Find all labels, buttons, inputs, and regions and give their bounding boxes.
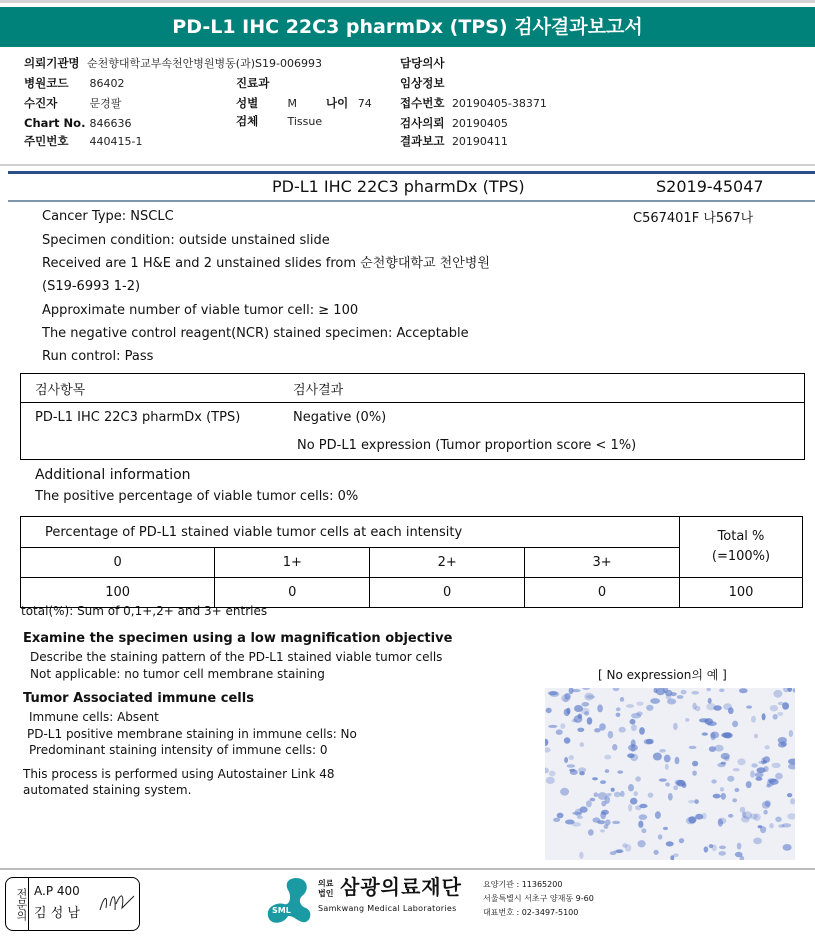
nucleus-mark [561, 694, 570, 702]
total-footnote: total(%): Sum of 0,1+,2+ and 3+ entries [21, 604, 268, 618]
col-3plus: 3+ [525, 548, 680, 578]
nucleus-mark [775, 773, 783, 780]
nucleus-mark [590, 798, 596, 802]
nucleus-mark [762, 713, 766, 720]
nucleus-mark [636, 702, 643, 706]
nucleus-mark [689, 746, 697, 749]
total-header-line2: (=100%) [711, 549, 771, 564]
corp-type-line1: 의료 [318, 879, 334, 888]
col-0: 0 [21, 548, 215, 578]
footer-divider [0, 868, 815, 870]
nucleus-mark [732, 721, 738, 728]
table-header-row [21, 517, 803, 548]
nucleus-mark [553, 818, 560, 822]
label: 결과보고 [400, 134, 445, 148]
value: 440415-1 [89, 135, 143, 148]
nucleus-mark [592, 817, 600, 822]
immune-line3: Predominant staining intensity of immune cells: 0 [29, 743, 328, 757]
sample-id: S2019-45047 [656, 177, 764, 196]
value: Tissue [287, 115, 323, 128]
nucleus-mark [638, 821, 644, 829]
header-result: 검사결과 [293, 382, 344, 398]
nucleus-mark [633, 791, 638, 796]
nucleus-mark [788, 759, 795, 765]
nucleus-mark [635, 805, 642, 810]
specialist-label: 전문의 [6, 878, 29, 930]
nucleus-mark [545, 768, 549, 774]
nucleus-mark [628, 744, 638, 751]
nucleus-mark [758, 825, 763, 828]
corp-type [318, 879, 333, 899]
ncr-status: The negative control reagent(NCR) stained specimen: Acceptable [42, 326, 469, 341]
intensity-table [20, 516, 803, 608]
nucleus-mark [607, 793, 612, 796]
nucleus-mark [723, 703, 732, 710]
value: M [287, 97, 297, 110]
nucleus-mark [758, 761, 764, 764]
nucleus-mark [692, 761, 698, 767]
nucleus-mark [630, 719, 636, 725]
specimen-code: C567401F 나567나 [633, 211, 754, 226]
lab-address: 서울특별시 서초구 양재동 9-60 [483, 894, 594, 903]
nucleus-mark [628, 784, 634, 791]
nucleus-mark [663, 827, 668, 830]
institution-code: 요양기관 : 11365200 [483, 880, 563, 889]
empty-cell [21, 431, 280, 460]
nucleus-mark [579, 771, 585, 775]
field-hospital-code [24, 75, 125, 92]
nucleus-mark [546, 708, 552, 714]
nucleus-mark [616, 713, 621, 717]
nucleus-mark [692, 771, 697, 776]
label: 검체 [236, 114, 259, 128]
section-test-name: PD-L1 IHC 22C3 pharmDx (TPS) [272, 177, 525, 196]
examine-heading: Examine the specimen using a low magnification objective [23, 631, 453, 646]
histology-image [545, 688, 795, 860]
nucleus-mark [627, 753, 634, 758]
field-request-date [400, 115, 508, 132]
nucleus-mark [677, 695, 684, 699]
signature-icon [98, 886, 136, 920]
nucleus-mark [768, 778, 777, 782]
table-row [21, 431, 805, 460]
nucleus-mark [605, 796, 610, 804]
label: 주민번호 [24, 134, 69, 148]
nucleus-mark [666, 841, 674, 846]
positive-percentage: The positive percentage of viable tumor cells: 0% [35, 489, 359, 504]
nucleus-mark [739, 688, 748, 693]
nucleus-mark [654, 688, 658, 693]
nucleus-mark [720, 787, 724, 791]
result-table [20, 373, 805, 460]
nucleus-mark [737, 843, 742, 850]
nucleus-mark [782, 702, 789, 709]
nucleus-mark [639, 727, 645, 735]
nucleus-mark [581, 708, 590, 714]
nucleus-mark [727, 776, 734, 782]
nucleus-mark [550, 691, 560, 697]
nucleus-mark [778, 742, 786, 748]
field-doctor [400, 55, 444, 72]
val-2plus: 0 [370, 578, 525, 608]
nucleus-mark [769, 823, 773, 828]
val-0: 100 [21, 578, 215, 608]
nucleus-mark [707, 688, 711, 691]
nucleus-mark [721, 732, 731, 737]
nucleus-mark [787, 813, 795, 819]
nucleus-mark [646, 705, 653, 711]
nucleus-mark [648, 793, 654, 798]
nucleus-mark [775, 817, 781, 823]
nucleus-mark [586, 800, 592, 807]
nucleus-mark [773, 690, 782, 698]
nucleus-mark [600, 829, 605, 832]
nucleus-mark [639, 814, 648, 820]
nucleus-mark [545, 739, 548, 746]
viable-tumor-cell: Approximate number of viable tumor cell: ≥ 100 [42, 303, 359, 318]
nucleus-mark [782, 823, 792, 827]
nucleus-mark [707, 721, 717, 726]
nucleus-mark [604, 824, 609, 829]
value: 문경팔 [89, 97, 122, 110]
value: 순천향대학교부속천안병원병동(과)S19-006993 [87, 57, 322, 70]
nucleus-mark [673, 723, 678, 730]
nucleus-mark [664, 755, 671, 763]
nucleus-mark [546, 777, 555, 784]
nucleus-mark [597, 704, 603, 712]
label: 검사의뢰 [400, 116, 445, 130]
nucleus-mark [608, 731, 614, 739]
nucleus-mark [564, 757, 568, 763]
value: 20190405 [451, 117, 508, 130]
nucleus-mark [789, 730, 793, 737]
nucleus-mark [641, 828, 646, 833]
nucleus-mark [638, 840, 646, 847]
nucleus-mark [658, 834, 663, 839]
nucleus-mark [567, 764, 576, 767]
label: 진료과 [236, 76, 270, 90]
nucleus-mark [721, 762, 727, 765]
nucleus-mark [757, 767, 766, 773]
label: 임상정보 [400, 76, 445, 90]
nucleus-mark [557, 813, 564, 819]
nucleus-mark [586, 695, 595, 699]
divider [8, 171, 815, 174]
nucleus-mark [732, 798, 737, 802]
divider [8, 200, 815, 202]
nucleus-mark [580, 742, 585, 747]
nucleus-mark [676, 780, 686, 787]
nucleus-mark [673, 853, 679, 857]
nucleus-mark [614, 792, 621, 797]
nucleus-mark [742, 811, 746, 817]
nucleus-mark [545, 747, 551, 752]
nucleus-mark [712, 844, 717, 851]
process-line2: automated staining system. [23, 783, 192, 797]
total-header [680, 517, 803, 578]
nucleus-mark [763, 810, 767, 815]
nucleus-mark [578, 714, 583, 719]
nucleus-mark [631, 724, 637, 731]
value: 846636 [89, 117, 132, 130]
nucleus-mark [708, 698, 712, 704]
nucleus-mark [751, 763, 758, 767]
val-3plus: 0 [525, 578, 680, 608]
nucleus-mark [719, 846, 726, 850]
examine-line1: Describe the staining pattern of the PD-L1 stained viable tumor cells [30, 650, 443, 664]
nucleus-mark [654, 850, 659, 855]
field-report-date [400, 133, 508, 150]
nucleus-mark [564, 737, 571, 743]
report-title: PD-L1 IHC 22C3 pharmDx (TPS) 검사결과보고서 [0, 7, 815, 47]
nucleus-mark [610, 851, 617, 855]
col-2plus: 2+ [370, 548, 525, 578]
nucleus-mark [724, 757, 729, 762]
specimen-condition: Specimen condition: outside unstained slide [42, 233, 330, 248]
nucleus-mark [737, 758, 745, 765]
nucleus-mark [635, 776, 641, 781]
table-header-row [21, 374, 805, 403]
nucleus-mark [653, 753, 662, 761]
process-line1: This process is performed using Autostainer Link 48 [23, 767, 335, 781]
nucleus-mark [567, 708, 571, 715]
nucleus-mark [718, 819, 723, 827]
nucleus-mark [548, 725, 557, 728]
value: 86402 [89, 77, 125, 90]
nucleus-mark [710, 732, 719, 739]
nucleus-mark [753, 838, 762, 845]
nucleus-mark [575, 809, 583, 817]
field-chart-no [24, 115, 132, 132]
top-border [0, 0, 815, 3]
nucleus-mark [688, 800, 695, 803]
col-1plus: 1+ [215, 548, 370, 578]
nucleus-mark [582, 688, 590, 690]
nucleus-mark [793, 688, 796, 692]
value: 20190405-38371 [451, 97, 547, 110]
nucleus-mark [691, 691, 699, 695]
field-specimen [236, 113, 322, 130]
nucleus-mark [718, 851, 726, 856]
nucleus-mark [646, 739, 654, 745]
nucleus-mark [773, 714, 778, 720]
nucleus-mark [579, 852, 583, 859]
label: 접수번호 [400, 96, 445, 110]
signature-stamp [5, 877, 140, 931]
nucleus-mark [751, 716, 756, 723]
nucleus-mark [665, 764, 669, 770]
nucleus-mark [560, 788, 569, 796]
label: 의뢰기관명 [24, 56, 80, 70]
value: 74 [357, 97, 372, 110]
specialist-code: A.P 400 [34, 884, 80, 898]
nucleus-mark [764, 745, 769, 749]
nucleus-mark [679, 838, 684, 843]
nucleus-mark [569, 688, 574, 694]
nucleus-mark [600, 780, 606, 784]
nucleus-mark [790, 798, 795, 804]
nucleus-mark [711, 779, 716, 783]
test-item: PD-L1 IHC 22C3 pharmDx (TPS) [35, 409, 241, 425]
nucleus-mark [733, 768, 740, 771]
nucleus-mark [688, 816, 696, 823]
nucleus-mark [565, 820, 575, 825]
divider [0, 164, 815, 166]
nucleus-mark [787, 793, 792, 797]
nucleus-mark [626, 704, 634, 708]
nucleus-mark [735, 788, 740, 792]
nucleus-mark [594, 728, 601, 732]
run-control: Run control: Pass [42, 349, 154, 364]
label: 수진자 [24, 96, 58, 110]
field-patient [24, 95, 121, 112]
nucleus-mark [569, 755, 574, 760]
immune-heading: Tumor Associated immune cells [23, 691, 254, 706]
nucleus-mark [628, 804, 632, 811]
nucleus-mark [755, 777, 762, 781]
result-note: No PD-L1 expression (Tumor proportion score < 1%) [297, 437, 637, 453]
nucleus-mark [746, 781, 752, 788]
table-row [21, 403, 805, 432]
nucleus-mark [617, 770, 623, 773]
nucleus-mark [681, 690, 687, 695]
field-department [236, 75, 269, 92]
corp-type-line2: 법인 [318, 889, 334, 898]
slide-ids: (S19-6993 1-2) [42, 279, 141, 294]
nucleus-mark [659, 749, 666, 753]
nucleus-mark [692, 703, 696, 710]
nucleus-mark [560, 723, 565, 729]
nucleus-mark [630, 798, 637, 805]
nucleus-mark [719, 689, 724, 693]
nucleus-mark [582, 702, 590, 707]
nucleus-mark [650, 698, 660, 704]
nucleus-mark [754, 734, 758, 739]
nucleus-mark [601, 810, 609, 815]
nucleus-mark [613, 688, 620, 691]
nucleus-mark [577, 728, 584, 732]
nucleus-mark [604, 755, 611, 760]
sml-logo-icon [266, 876, 318, 928]
intensity-values [21, 578, 803, 608]
nucleus-mark [706, 703, 716, 710]
additional-heading: Additional information [35, 467, 191, 483]
nucleus-mark [735, 852, 743, 857]
lab-phone: 대표번호 : 02-3497-5100 [483, 908, 579, 917]
label: 성별 [236, 96, 259, 110]
immune-line1: Immune cells: Absent [29, 710, 159, 724]
field-resident-no [24, 133, 142, 150]
nucleus-mark [750, 770, 755, 777]
val-1plus: 0 [215, 578, 370, 608]
nucleus-mark [695, 814, 703, 820]
nucleus-mark [755, 772, 764, 777]
label: 병원코드 [24, 76, 69, 90]
field-sex [236, 95, 297, 112]
cancer-type: Cancer Type: NSCLC [42, 209, 174, 224]
nucleus-mark [704, 846, 709, 852]
nucleus-mark [665, 782, 670, 786]
test-result: Negative (0%) [293, 409, 387, 425]
nucleus-mark [611, 788, 615, 792]
nucleus-mark [616, 707, 621, 711]
nucleus-mark [721, 793, 726, 800]
lab-name-en: Samkwang Medical Laboratories [318, 904, 457, 913]
examine-line2: Not applicable: no tumor cell membrane staining [30, 667, 325, 681]
nucleus-mark [620, 697, 624, 702]
field-institution [24, 55, 322, 72]
nucleus-mark [713, 794, 721, 799]
nucleus-mark [770, 705, 778, 711]
nucleus-mark [709, 746, 716, 752]
field-age [326, 95, 372, 112]
nucleus-mark [772, 763, 781, 768]
nucleus-mark [777, 712, 783, 716]
nucleus-mark [668, 793, 673, 801]
tissue-stain-illustration [545, 688, 795, 860]
nucleus-mark [702, 732, 708, 735]
nucleus-mark [612, 744, 617, 751]
nucleus-mark [619, 727, 626, 733]
nucleus-mark [625, 844, 631, 852]
nucleus-mark [762, 801, 770, 809]
nucleus-mark [577, 816, 583, 819]
total-header-line1: Total % [717, 529, 765, 544]
nucleus-mark [655, 811, 661, 819]
nucleus-mark [699, 718, 709, 722]
label: Chart No. [24, 116, 86, 130]
field-receipt-no [400, 95, 547, 112]
nucleus-mark [728, 814, 733, 818]
nucleus-mark [612, 821, 620, 824]
nucleus-mark [592, 777, 598, 780]
header-item: 검사항목 [35, 382, 86, 398]
nucleus-mark [587, 717, 593, 725]
nucleus-mark [549, 771, 556, 777]
val-total: 100 [680, 578, 803, 608]
nucleus-mark [594, 792, 599, 797]
intensity-header: Percentage of PD-L1 stained viable tumor cells at each intensity [21, 517, 680, 548]
received-slides: Received are 1 H&E and 2 unstained slides from 순천향대학교 천안병원 [42, 256, 490, 271]
nucleus-mark [605, 769, 609, 773]
label: 나이 [326, 96, 349, 110]
label: 담당의사 [400, 56, 445, 70]
nucleus-mark [631, 713, 641, 718]
nucleus-mark [570, 769, 578, 775]
image-caption: [ No expression의 예 ] [598, 668, 727, 682]
nucleus-mark [675, 757, 680, 764]
nucleus-mark [783, 844, 792, 851]
value: 20190411 [451, 135, 508, 148]
nucleus-mark [659, 778, 667, 781]
lab-name-ko: 삼광의료재단 [340, 875, 462, 899]
nucleus-mark [588, 829, 594, 836]
nucleus-mark [694, 799, 699, 804]
nucleus-mark [685, 718, 689, 722]
nucleus-mark [746, 705, 752, 708]
nucleus-mark [556, 729, 563, 735]
specialist-name: 김 성 남 [34, 906, 80, 921]
immune-line2: PD-L1 positive membrane staining in immune cells: No [27, 727, 357, 741]
field-clinical-info [400, 75, 444, 92]
nucleus-mark [673, 785, 678, 790]
logo-text: SML [272, 906, 291, 915]
